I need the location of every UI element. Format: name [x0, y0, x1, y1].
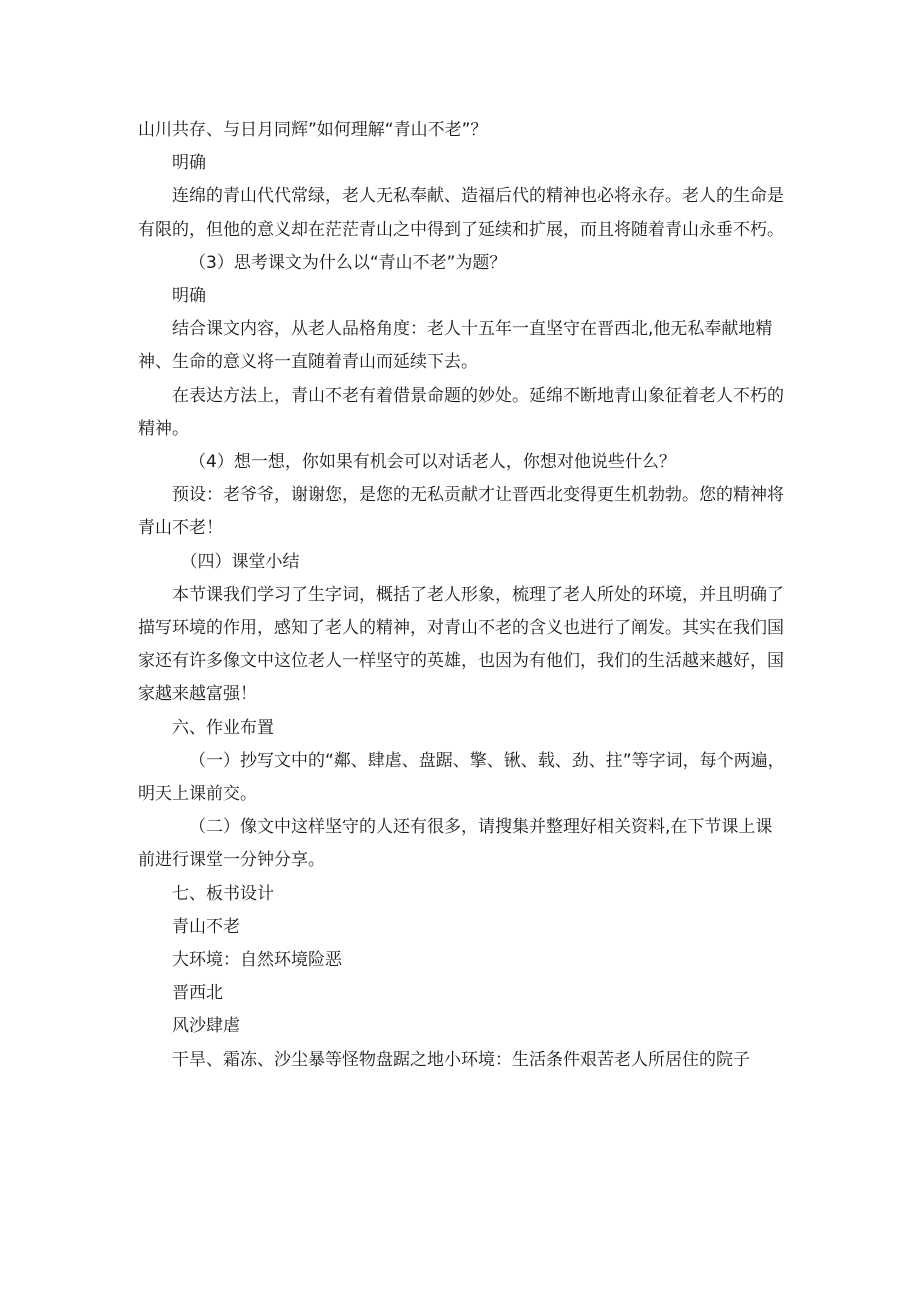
paragraph-question-continued: 山川共存、与日月同辉”如何理解“青山不老”？	[138, 120, 488, 140]
board-line-title: 青山不老	[172, 916, 240, 937]
paragraph-answer-label: 明确	[172, 153, 206, 174]
board-line: 晋西北	[172, 983, 223, 1004]
section-heading-board-design: 七、板书设计	[172, 883, 274, 904]
paragraph-answer: 结合课文内容，从老人品格角度：老人十五年一直坚守在晋西北,他无私奉献地精神、生命的意义将一直随着青山而延续下去。	[138, 319, 773, 373]
document-body	[138, 114, 788, 1077]
paragraph-summary: 本节课我们学习了生字词，概括了老人形象，梳理了老人所处的环境，并且明确了描写环境的作用，感知了老人的精神，对青山不老的含义也进行了阐发。其实在我们国家还有许多像文中这位老人一样坚守的英雄，也因为有他们，我们的生活越来越好，国家越来越富强！	[138, 584, 784, 705]
board-line: 大环境：自然环境险恶	[172, 950, 342, 971]
homework-item-2: （二）像文中这样坚守的人还有很多，请搜集并整理好相关资料,在下节课上课前进行课堂一分钟分享。	[138, 817, 773, 871]
section-heading-homework: 六、作业布置	[172, 717, 274, 738]
board-line: 风沙肆虐	[172, 1016, 240, 1037]
homework-item-1: （一）抄写文中的“鄰、肆虐、盘踞、擎、锹、载、劲、拄”等字词，每个两遍，明天上课前交。	[138, 750, 785, 805]
paragraph-question-3: （3）思考课文为什么以“青山不老”为题？	[189, 252, 507, 273]
paragraph-question-4: （4）想一想，你如果有机会可以对话老人，你想对他说些什么？	[189, 452, 676, 473]
paragraph-answer: 在表达方法上，青山不老有着借景命题的妙处。延绵不断地青山象征着老人不朽的精神。	[138, 385, 784, 439]
board-line: 干旱、霜冻、沙尘暴等怪物盘踞之地小环境：生活条件艰苦老人所居住的院子	[172, 1049, 750, 1070]
paragraph-answer: 连绵的青山代代常绿，老人无私奉献、造福后代的精神也必将永存。老人的生命是有限的，但他的意义却在茫茫青山之中得到了延续和扩展，而且将随着青山永垂不朽。	[138, 186, 784, 240]
section-heading-summary: （四）课堂小结	[180, 551, 300, 572]
paragraph-preset-answer: 预设：老爷爷，谢谢您，是您的无私贡献才让晋西北变得更生机勃勃。您的精神将青山不老！	[138, 485, 784, 539]
paragraph-answer-label: 明确	[172, 286, 206, 307]
